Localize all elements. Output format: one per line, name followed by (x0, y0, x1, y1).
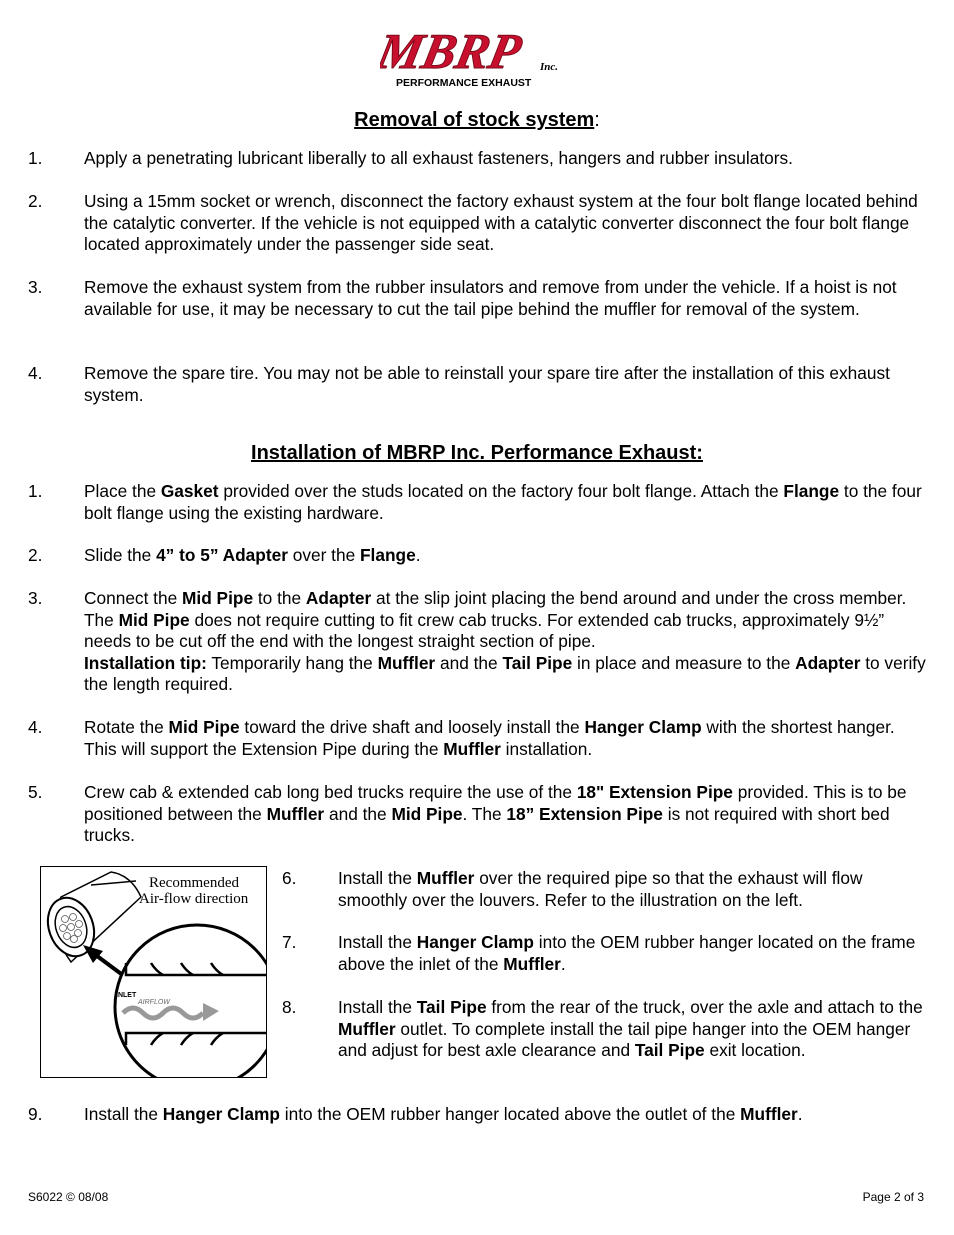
step-number: 4. (28, 717, 43, 737)
bold-term: Gasket (160, 481, 219, 501)
removal-heading (0, 108, 954, 132)
bold-term: Mid Pipe (391, 803, 463, 824)
bold-term: Muffler (338, 1018, 396, 1039)
step-number: 9. (28, 1104, 43, 1124)
footer-page-number: Page 2 of 3 (862, 1190, 924, 1204)
mbrp-logo-graphic (380, 26, 580, 90)
bold-term: Muffler (740, 1104, 798, 1124)
install-heading (0, 441, 954, 465)
bold-term: Tail Pipe (416, 997, 487, 1017)
step-text: Using a 15mm socket or wrench, disconnect the factory exhaust system at the four bolt flange located behind the catalytic converter. If the vehicle is not equipped with a catalytic converter disconnect the four bolt flange located approximately under the passenger side seat. (84, 191, 918, 255)
bold-term: 18" Extension Pipe (576, 782, 733, 802)
step-text: Remove the spare tire. You may not be able to reinstall your spare tire after the installation of this exhaust system. (84, 363, 890, 405)
step-number: 1. (28, 148, 43, 168)
bold-term: Muffler (266, 803, 325, 824)
removal-heading-colon: : (594, 109, 600, 131)
bold-term: Tail Pipe (502, 652, 573, 673)
install-heading-text: Installation of MBRP Inc. Performance Exhaust: (251, 442, 703, 464)
step-text: Apply a penetrating lubricant liberally to all exhaust fasteners, hangers and rubber insulators. (84, 148, 793, 168)
step-text: Install the Muffler over the required pipe so that the exhaust will flow smoothly over the louvers. Refer to the illustration on the left. (338, 868, 863, 910)
bold-term: 18” Extension Pipe (506, 803, 663, 824)
step-number: 2. (28, 191, 43, 211)
bold-term: Flange (783, 481, 840, 501)
step-text: Install the Hanger Clamp into the OEM rubber hanger located on the frame above the inlet of the Muffler. (338, 932, 916, 974)
step-text: Crew cab & extended cab long bed trucks require the use of the 18" Extension Pipe provided. This is to be positioned between the Muffler and the Mid Pipe. The 18” Extension Pipe is not required with short bed trucks. (84, 782, 907, 846)
airflow-label: AIRFLOW (138, 999, 170, 1006)
bold-term: Flange (359, 545, 416, 565)
airflow-illustration (40, 866, 267, 1078)
bold-term: Mid Pipe (182, 588, 254, 608)
logo-tagline: PERFORMANCE EXHAUST (396, 77, 532, 89)
step-text: Connect the Mid Pipe to the Adapter at the slip joint placing the bend around and under the cross member. The Mid Pipe does not require cutting to fit crew cab trucks. For extended cab trucks, approximately 9½” needs to be cut off the end with the longest straight section of pipe. Installation tip: Temporarily hang the Muffler and the Tail Pipe in place and measure to the Adapter to verify the length required. (84, 588, 926, 695)
removal-heading-text: Removal of stock system (354, 109, 595, 131)
step-number: 3. (28, 588, 43, 608)
bold-term: Muffler (377, 652, 436, 673)
bold-term: Mid Pipe (168, 717, 240, 737)
bold-term: Muffler (503, 953, 561, 974)
step-text: Rotate the Mid Pipe toward the drive shaft and loosely install the Hanger Clamp with the shortest hanger. This will support the Extension Pipe during the Muffler installation. (84, 717, 895, 759)
step-text: Install the Hanger Clamp into the OEM rubber hanger located above the outlet of the Muffler. (84, 1104, 803, 1124)
caption-line-2: Air-flow direction (139, 891, 249, 907)
bold-term: Hanger Clamp (416, 932, 534, 952)
logo-inc: Inc. (540, 61, 559, 73)
step-text: Remove the exhaust system from the rubber insulators and remove from under the vehicle. If a hoist is not available for use, it may be necessary to cut the tail pipe behind the muffler for removal of the system. (84, 277, 897, 319)
bold-term: 4” to 5” Adapter (156, 545, 288, 565)
bold-term: Installation tip: (84, 652, 207, 673)
bold-term: Muffler (443, 738, 501, 759)
logo-wordmark: MBRP (380, 26, 527, 79)
inlet-label: INLET (116, 992, 137, 999)
step-number: 2. (28, 545, 43, 565)
step-text: Slide the 4” to 5” Adapter over the Flange. (84, 545, 421, 565)
muffler-airflow-diagram (41, 867, 266, 1077)
footer-doc-code: S6022 © 08/08 (28, 1190, 109, 1204)
bold-term: Hanger Clamp (162, 1104, 280, 1124)
step-text: Install the Tail Pipe from the rear of the truck, over the axle and attach to the Muffler outlet. To complete install the tail pipe hanger into the OEM hanger and adjust for best axle clearance and Tail Pipe exit location. (338, 997, 923, 1061)
bold-term: Hanger Clamp (584, 717, 702, 737)
step-number: 3. (28, 277, 43, 297)
step-number: 1. (28, 481, 43, 501)
step-text: Place the Gasket provided over the studs located on the factory four bolt flange. Attach the Flange to the four bolt flange using the existing hardware. (84, 481, 922, 523)
step-number: 4. (28, 363, 43, 383)
caption-line-1: Recommended (149, 875, 239, 891)
step-number: 7. (282, 932, 297, 952)
bold-term: Adapter (305, 588, 372, 608)
step-number: 5. (28, 782, 43, 802)
bold-term: Muffler (416, 868, 475, 888)
bold-term: Tail Pipe (634, 1040, 705, 1061)
mbrp-logo (380, 26, 580, 90)
bold-term: Adapter (795, 652, 861, 673)
step-number: 6. (282, 868, 297, 888)
step-number: 8. (282, 997, 297, 1017)
bold-term: Mid Pipe (118, 609, 190, 630)
